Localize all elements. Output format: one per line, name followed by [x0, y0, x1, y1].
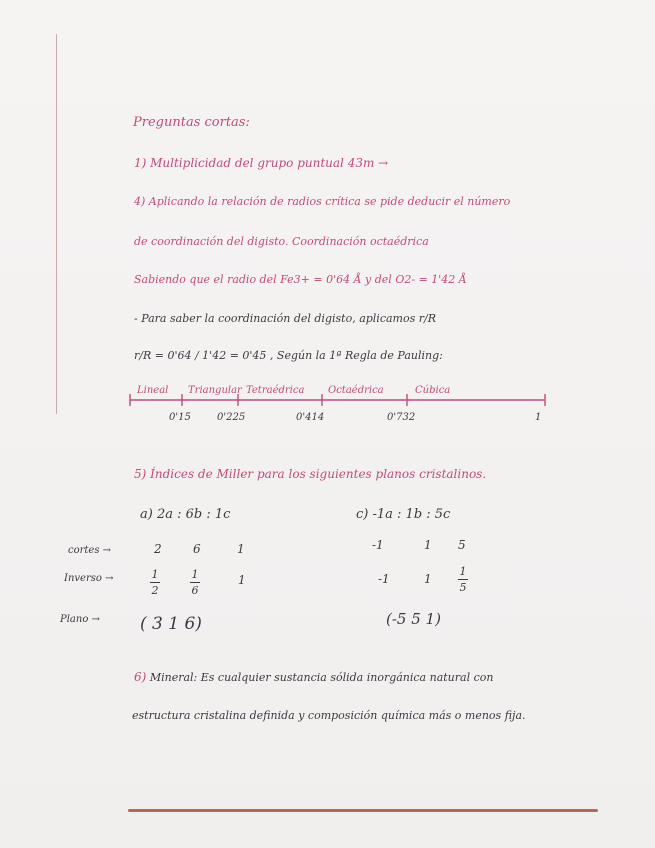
label-cortes: cortes →: [68, 545, 112, 556]
c-inverso-3-num: 1: [459, 565, 467, 578]
question-4-line-4: - Para saber la coordinación del digisto, aplicamos r/R: [134, 312, 436, 325]
c-inverso-3-den: 5: [459, 581, 467, 594]
a-cortes-3: 1: [237, 542, 245, 556]
part-c-header: c) -1a : 1b : 5c: [356, 507, 451, 522]
a-inverso-2-den: 6: [191, 584, 199, 597]
scale-segment-label: Octaédrica: [328, 385, 384, 396]
page-heading: Preguntas cortas:: [133, 115, 250, 130]
a-inverso-3: 1: [238, 573, 246, 587]
scale-value-label: 0'414: [296, 412, 325, 423]
c-cortes-2: 1: [424, 538, 432, 552]
margin-line: [56, 34, 57, 414]
a-inverso-2: [190, 569, 200, 596]
label-plano: Plano →: [60, 614, 100, 625]
question-4-line-3: Sabiendo que el radio del Fe3+ = 0'64 Å y del O2- = 1'42 Å: [134, 273, 467, 286]
label-inverso: Inverso →: [64, 573, 114, 584]
bottom-rule: [128, 809, 598, 812]
c-inverso-2: 1: [424, 572, 432, 586]
question-4-line-2: de coordinación del digisto. Coordinación octaédrica: [134, 235, 429, 248]
question-4-line-1: 4) Aplicando la relación de radios crítica se pide deducir el número: [134, 195, 511, 208]
a-inverso-1: [150, 569, 160, 596]
coordination-scale: [125, 378, 555, 430]
c-inverso-3-bar: [458, 579, 468, 580]
question-4-line-5: r/R = 0'64 / 1'42 = 0'45 , Según la 1ª Regla de Pauling:: [134, 349, 443, 362]
a-inverso-1-den: 2: [151, 584, 159, 597]
question-6-number: 6): [134, 670, 147, 684]
question-1: 1) Multiplicidad del grupo puntual 43m →: [134, 156, 389, 170]
question-6-line-1: [134, 671, 493, 683]
scale-segment-label: Cúbica: [415, 385, 451, 396]
scale-value-label: 1: [535, 412, 542, 423]
c-inverso-3: [458, 566, 468, 593]
scale-value-label: 0'225: [217, 412, 246, 423]
question-6-text: Mineral: Es cualquier sustancia sólida inorgánica natural con: [149, 671, 494, 684]
c-inverso-1: -1: [378, 572, 390, 586]
scale-value-label: 0'15: [169, 412, 191, 423]
c-plano: (-5 5 1): [386, 610, 441, 628]
a-inverso-1-bar: [150, 582, 160, 583]
c-cortes-1: -1: [372, 538, 384, 552]
scale-segment-label: Lineal: [137, 385, 169, 396]
question-6-line-2: estructura cristalina definida y composición química más o menos fija.: [132, 709, 526, 722]
scale-value-label: 0'732: [387, 412, 416, 423]
part-a-header: a) 2a : 6b : 1c: [140, 507, 231, 522]
a-inverso-2-num: 1: [191, 568, 199, 581]
a-cortes-2: 6: [193, 542, 201, 556]
a-plano: ( 3 1 6): [140, 614, 202, 634]
scale-segment-label: Tetraédrica: [246, 385, 305, 396]
scale-segment-label: Triangular: [188, 385, 242, 396]
a-cortes-1: 2: [154, 542, 162, 556]
c-cortes-3: 5: [458, 538, 466, 552]
question-5-title: 5) Índices de Miller para los siguientes planos cristalinos.: [134, 467, 487, 481]
a-inverso-2-bar: [190, 582, 200, 583]
a-inverso-1-num: 1: [151, 568, 159, 581]
